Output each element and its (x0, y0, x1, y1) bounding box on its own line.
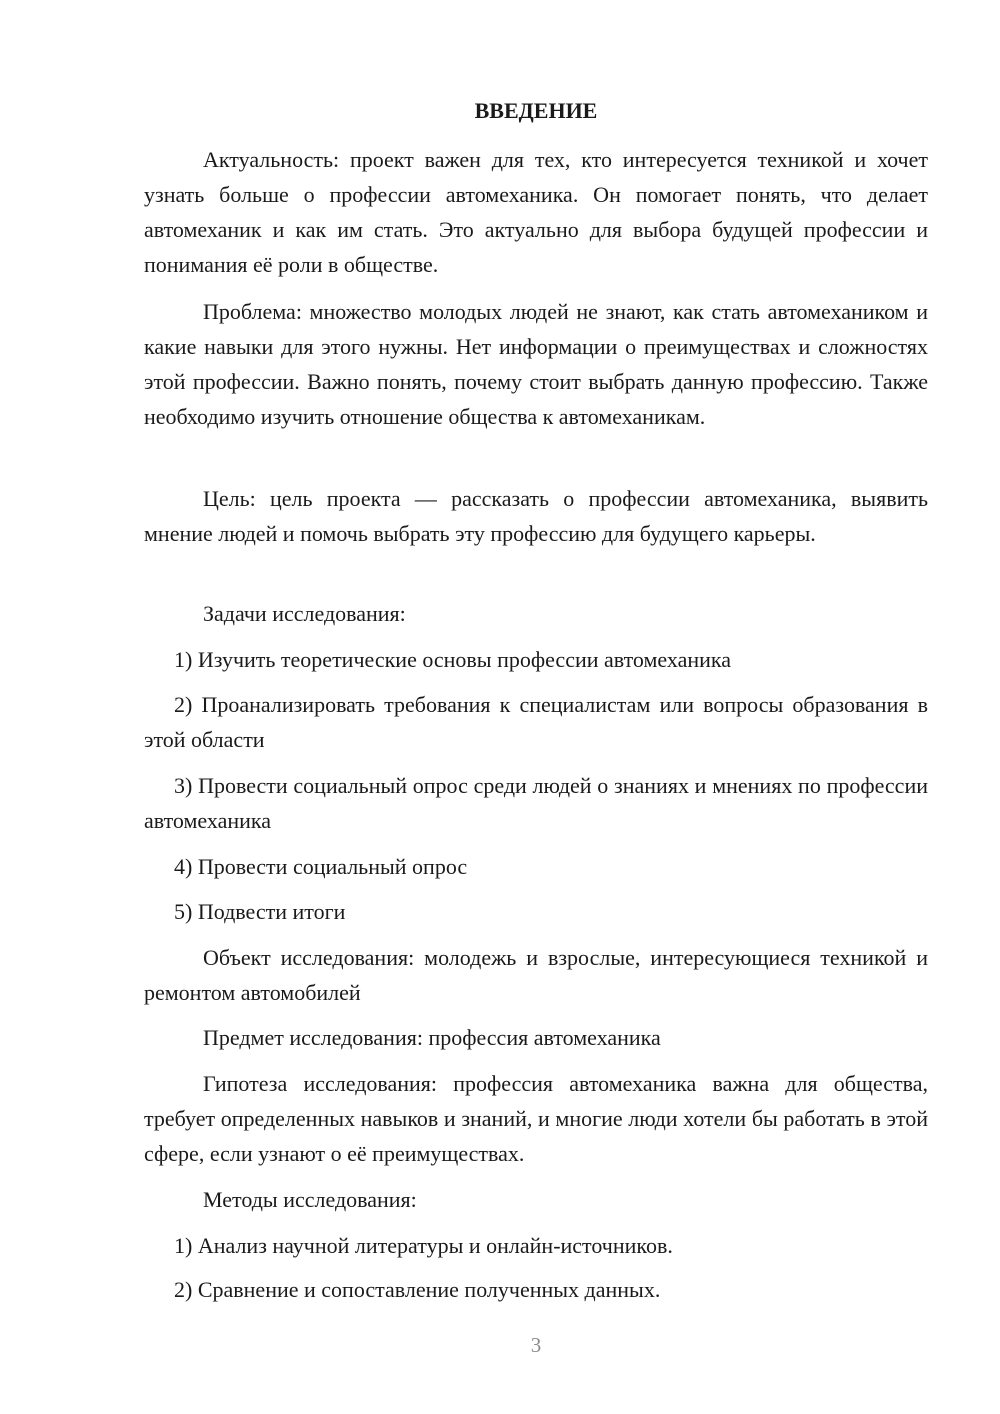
document-page (144, 0, 928, 1414)
task-item-4: 4) Провести социальный опрос (174, 854, 468, 879)
section-title-text: ВВЕДЕНИЕ (474, 98, 598, 123)
subject-paragraph: Предмет исследования: профессия автомеханика (203, 1025, 661, 1050)
task-item-3: 3) Провести социальный опрос среди людей о знаниях и мнениях по профессии автомеханика (144, 773, 928, 833)
method-item-1: 1) Анализ научной литературы и онлайн-источников. (174, 1233, 673, 1258)
page-number: 3 (530, 1333, 542, 1357)
goal-paragraph: Цель: цель проекта — рассказать о профессии автомеханика, выявить мнение людей и помочь выбрать эту профессию для будущего карьеры. (144, 486, 928, 546)
object-paragraph: Объект исследования: молодежь и взрослые, интересующиеся техникой и ремонтом автомобилей (144, 945, 928, 1005)
methods-heading: Методы исследования: (203, 1187, 417, 1212)
tasks-heading: Задачи исследования: (203, 601, 406, 626)
task-item-5: 5) Подвести итоги (174, 899, 346, 924)
section-title (144, 97, 928, 125)
method-item-2: 2) Сравнение и сопоставление полученных данных. (174, 1277, 661, 1302)
hypothesis-paragraph: Гипотеза исследования: профессия автомеханика важна для общества, требует определенных навыков и знаний, и многие люди хотели бы работать в этой сфере, если узнают о её преимуществах. (144, 1071, 928, 1166)
task-item-2: 2) Проанализировать требования к специалистам или вопросы образования в этой области (144, 692, 928, 752)
problem-paragraph: Проблема: множество молодых людей не знают, как стать автомехаником и какие навыки для этого нужны. Нет информации о преимуществах и сложностях этой профессии. Важно понять, почему стоит выбрать данную профессию. Также необходимо изучить отношение общества к автомеханикам. (144, 299, 928, 429)
relevance-paragraph: Актуальность: проект важен для тех, кто интересуется техникой и хочет узнать больше о профессии автомеханика. Он помогает понять, что делает автомеханик и как им стать. Это актуально для выбора будущей профессии и понимания её роли в обществе. (144, 147, 928, 277)
task-item-1: 1) Изучить теоретические основы профессии автомеханика (174, 647, 732, 672)
